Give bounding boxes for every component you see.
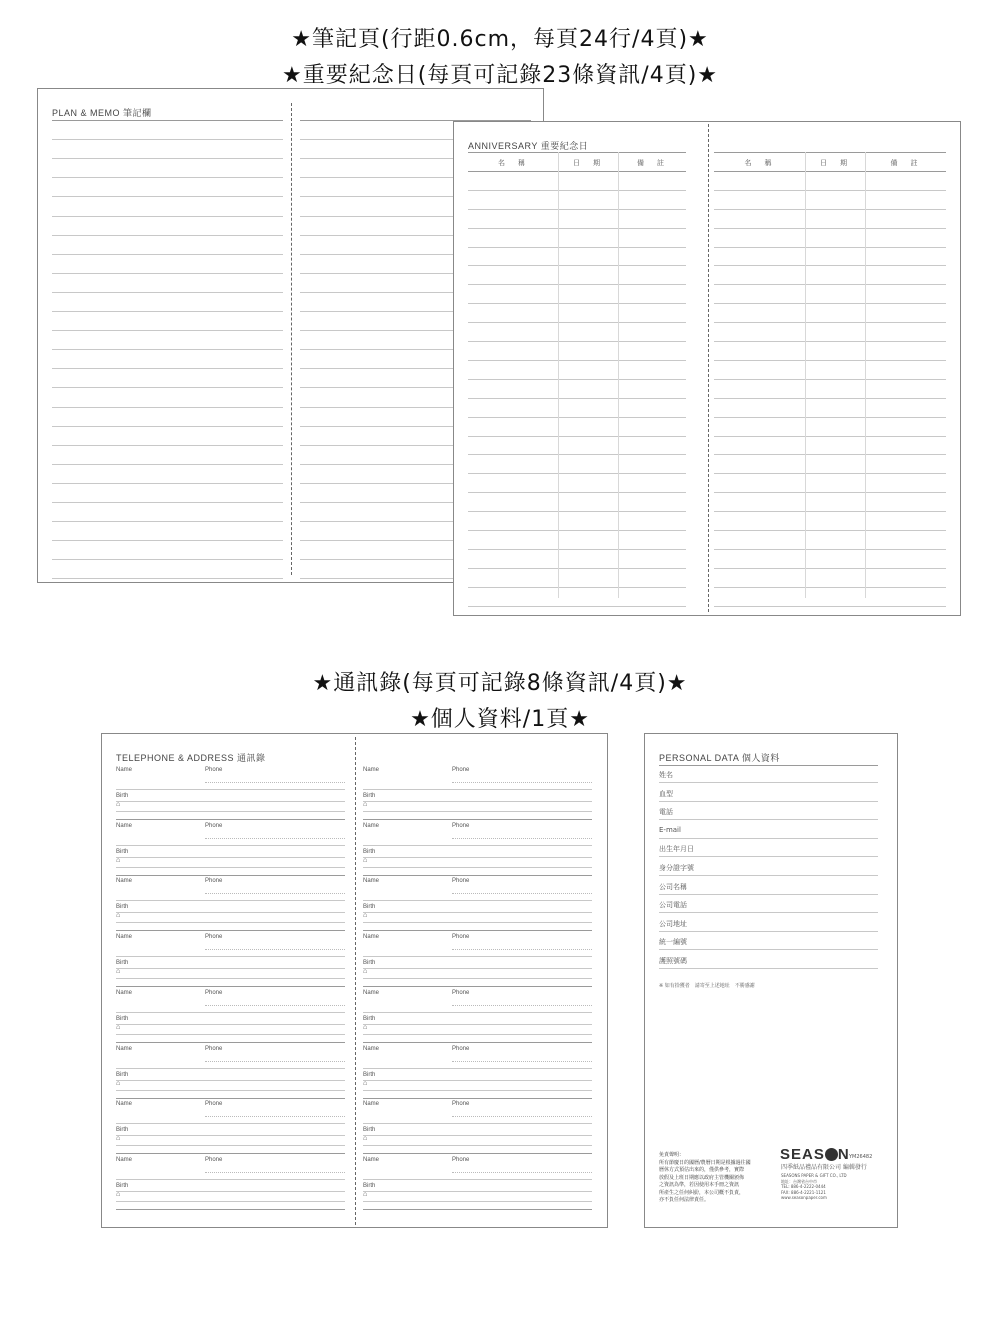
caption-notes-page: ★筆記頁(行距0.6cm，每頁24行/4頁)★: [291, 27, 709, 52]
address-icon: ⌂: [363, 801, 368, 808]
phone-label: Phone: [205, 989, 223, 996]
disclaimer-line: 所有節慶日的國曆/農曆日期是根據過往國: [659, 1159, 751, 1166]
birth-label: Birth: [363, 1182, 376, 1189]
phone-label: Phone: [452, 1156, 470, 1163]
address-icon: ⌂: [363, 968, 368, 976]
field-label: 公司電話: [659, 901, 687, 910]
table-row-line: [714, 530, 946, 531]
memo-ruled-line: [52, 387, 283, 388]
entry-line: [363, 1191, 592, 1192]
table-row-line: [714, 171, 946, 172]
entry-line: [363, 1135, 592, 1136]
table-row-line: [714, 360, 946, 361]
name-label: Name: [116, 989, 133, 996]
memo-ruled-line: [52, 311, 283, 312]
memo-ruled-line: [52, 559, 283, 560]
table-row-line: [714, 209, 946, 210]
field-line: [659, 949, 878, 950]
table-row-line: [468, 209, 686, 210]
company-name: 四季紙品禮品有限公司 編輯發行: [781, 1164, 867, 1171]
field-label: 姓名: [659, 771, 673, 779]
entry-line: [363, 1201, 592, 1202]
entry-line: [116, 968, 345, 969]
memo-ruled-line: [52, 349, 283, 350]
birth-label: Birth: [363, 904, 376, 911]
phone-dotted-line: [452, 949, 592, 950]
column-divider: [618, 152, 619, 598]
entry-line: [363, 1090, 592, 1091]
birth-label: Birth: [363, 1071, 376, 1078]
memo-ruled-line: [52, 254, 283, 255]
entry-separator: [116, 1098, 345, 1099]
entry-separator: [363, 1042, 592, 1043]
table-row-line: [468, 511, 686, 512]
table-row-line: [468, 247, 686, 248]
company-info-line: www.seasonpaper.com: [781, 1195, 827, 1201]
column-header: 日 期: [573, 159, 603, 167]
birth-label: Birth: [116, 1127, 129, 1134]
address-icon: ⌂: [363, 1079, 368, 1087]
phone-dotted-line: [452, 1061, 592, 1062]
memo-ruled-line: [52, 330, 283, 331]
entry-line: [363, 789, 592, 790]
page-center-divider: [291, 103, 292, 575]
field-line: [659, 875, 878, 876]
field-label: 電話: [659, 808, 673, 817]
phone-dotted-line: [205, 949, 345, 950]
memo-ruled-line: [52, 502, 283, 503]
memo-ruled-line: [52, 445, 283, 446]
address-icon: ⌂: [363, 1190, 368, 1198]
name-label: Name: [363, 822, 380, 829]
entry-line: [363, 900, 592, 901]
birth-label: Birth: [363, 1015, 376, 1022]
table-row-line: [714, 587, 946, 588]
table-row-line: [468, 303, 686, 304]
table-row-line: [714, 265, 946, 266]
entry-line: [116, 1123, 345, 1124]
birth-label: Birth: [116, 960, 129, 967]
entry-line: [363, 1179, 592, 1180]
memo-ruled-line: [52, 158, 283, 159]
memo-ruled-line: [52, 578, 283, 579]
entry-separator: [116, 1042, 345, 1043]
table-row-line: [468, 190, 686, 191]
entry-line: [363, 801, 592, 802]
product-code: YM26482: [849, 1154, 873, 1160]
anniversary-page: [453, 121, 961, 616]
birth-label: Birth: [116, 793, 129, 799]
company-info-line: TEL: 886-4-2222-0444: [781, 1184, 826, 1190]
entry-separator: [363, 1098, 592, 1099]
name-label: Name: [116, 1101, 133, 1108]
name-label: Name: [363, 878, 380, 885]
table-row-line: [714, 473, 946, 474]
field-label: E-mail: [659, 825, 681, 834]
return-note: ※ 如有拾獲者 請寄至上述地址 不勝感謝: [659, 983, 755, 989]
name-label: Name: [116, 934, 133, 941]
phone-label: Phone: [205, 1101, 223, 1108]
table-row-line: [714, 341, 946, 342]
entry-line: [363, 968, 592, 969]
table-row-line: [714, 228, 946, 229]
memo-ruled-line: [52, 235, 283, 236]
phone-dotted-line: [205, 893, 345, 894]
name-label: Name: [116, 1045, 133, 1052]
phone-label: Phone: [205, 1045, 223, 1052]
disclaimer-line: 曆休方式預估出來的，僅供參考，實際: [659, 1167, 745, 1173]
entry-separator: [363, 986, 592, 987]
field-label: 統一編號: [659, 938, 687, 947]
phone-label: Phone: [205, 1156, 223, 1163]
name-label: Name: [363, 767, 380, 773]
phone-label: Phone: [452, 1045, 470, 1052]
table-row-line: [468, 171, 686, 172]
table-row-line: [468, 549, 686, 550]
name-label: Name: [363, 1101, 380, 1108]
phone-dotted-line: [452, 893, 592, 894]
title-underline: [659, 765, 878, 766]
entry-line: [116, 1034, 345, 1035]
address-icon: ⌂: [363, 856, 368, 864]
entry-line: [363, 845, 592, 846]
field-label: 公司地址: [659, 919, 687, 928]
table-row-line: [468, 360, 686, 361]
entry-line: [116, 1201, 345, 1202]
entry-line: [363, 867, 592, 868]
entry-separator: [363, 930, 592, 931]
entry-separator: [363, 1153, 592, 1154]
entry-line: [363, 922, 592, 923]
table-row-line: [468, 436, 686, 437]
table-row-line: [468, 530, 686, 531]
entry-separator: [363, 819, 592, 820]
phone-dotted-line: [452, 1172, 592, 1173]
entry-line: [116, 1135, 345, 1136]
telephone-page-title: TELEPHONE & ADDRESS 通訊錄: [116, 753, 266, 763]
entry-line: [363, 1068, 592, 1069]
entry-line: [116, 857, 345, 858]
name-label: Name: [116, 822, 133, 829]
memo-ruled-line: [52, 196, 283, 197]
table-row-line: [468, 473, 686, 474]
entry-line: [116, 922, 345, 923]
field-label: 身分證字號: [659, 864, 694, 872]
field-label: 護照號碼: [659, 957, 687, 965]
entry-line: [116, 811, 345, 812]
field-line: [659, 801, 878, 802]
entry-line: [116, 1145, 345, 1146]
disclaimer-line: 所產生之任何糾紛，本公司概不負責，: [659, 1189, 745, 1196]
memo-ruled-line: [52, 483, 283, 484]
name-label: Name: [363, 1156, 380, 1163]
phone-label: Phone: [452, 822, 470, 829]
column-divider: [805, 152, 806, 598]
column-header: 日 期: [820, 159, 850, 167]
table-row-line: [714, 190, 946, 191]
phone-label: Phone: [205, 934, 223, 941]
field-line: [659, 931, 878, 932]
table-row-line: [714, 284, 946, 285]
address-icon: ⌂: [116, 1023, 121, 1031]
phone-dotted-line: [205, 1061, 345, 1062]
entry-line: [116, 956, 345, 957]
page-center-divider: [708, 124, 709, 612]
table-row-line: [468, 322, 686, 323]
entry-separator: [116, 1153, 345, 1154]
caption-telephone-page: ★通訊錄(每頁可記錄8條資訊/4頁)★: [312, 671, 688, 696]
address-icon: ⌂: [116, 912, 121, 920]
entry-separator: [116, 819, 345, 820]
phone-label: Phone: [205, 767, 223, 773]
disclaimer-line: 免責聲明：: [659, 1152, 685, 1158]
phone-dotted-line: [205, 1172, 345, 1173]
field-label: 出生年月日: [659, 845, 694, 854]
field-line: [659, 838, 878, 839]
birth-label: Birth: [363, 793, 376, 799]
table-row-line: [468, 417, 686, 418]
memo-ruled-line: [52, 521, 283, 522]
phone-dotted-line: [452, 782, 592, 783]
memo-ruled-line: [52, 464, 283, 465]
table-row-line: [468, 341, 686, 342]
entry-line: [116, 1080, 345, 1081]
phone-dotted-line: [452, 1005, 592, 1006]
address-icon: ⌂: [116, 801, 121, 808]
address-icon: ⌂: [116, 968, 121, 976]
entry-line: [363, 1145, 592, 1146]
table-row-line: [714, 379, 946, 380]
column-header: 名 稱: [498, 159, 528, 167]
phone-dotted-line: [205, 1116, 345, 1117]
personal-data-page: [644, 733, 898, 1228]
table-row-line: [714, 492, 946, 493]
entry-line: [116, 801, 345, 802]
page-center-divider: [355, 737, 356, 1225]
entry-line: [116, 1012, 345, 1013]
phone-dotted-line: [205, 838, 345, 839]
entry-line: [363, 1080, 592, 1081]
table-row-line: [468, 492, 686, 493]
company-info-line: FAX: 886-4-2221-1121: [781, 1189, 826, 1195]
field-line: [659, 968, 878, 969]
memo-ruled-line: [52, 273, 283, 274]
memo-ruled-line: [52, 540, 283, 541]
phone-label: Phone: [452, 878, 470, 885]
entry-line: [363, 1034, 592, 1035]
entry-line: [116, 900, 345, 901]
company-info-line: 地址：台灣省台中市: [781, 1178, 817, 1184]
field-line: [659, 912, 878, 913]
phone-dotted-line: [205, 1005, 345, 1006]
memo-ruled-line: [52, 177, 283, 178]
column-header: 名 稱: [744, 159, 775, 167]
memo-ruled-line: [52, 368, 283, 369]
table-row-line: [714, 247, 946, 248]
entry-line: [116, 845, 345, 846]
disclaimer-line: 放假及上班日期應以政府主管機關頒佈: [659, 1174, 745, 1181]
phone-label: Phone: [452, 934, 470, 941]
birth-label: Birth: [116, 904, 129, 911]
disclaimer-line: 亦不負任何法律責任。: [659, 1197, 710, 1203]
name-label: Name: [116, 1156, 133, 1163]
column-header: 備 註: [890, 159, 921, 167]
table-row-line: [468, 568, 686, 569]
entry-line: [116, 1024, 345, 1025]
memo-ruled-line: [52, 216, 283, 217]
caption-personal-page: ★個人資料/1頁★: [410, 707, 590, 732]
table-row-line: [714, 322, 946, 323]
phone-dotted-line: [452, 838, 592, 839]
field-line: [659, 782, 878, 783]
table-row-line: [714, 549, 946, 550]
memo-ruled-line: [52, 426, 283, 427]
entry-line: [116, 1090, 345, 1091]
table-row-line: [714, 454, 946, 455]
table-row-line: [714, 606, 946, 607]
field-line: [659, 856, 878, 857]
entry-line: [363, 1123, 592, 1124]
entry-separator: [116, 1209, 345, 1210]
memo-ruled-line: [52, 120, 283, 121]
entry-line: [363, 1024, 592, 1025]
entry-line: [116, 1068, 345, 1069]
memo-ruled-line: [52, 139, 283, 140]
entry-line: [363, 956, 592, 957]
name-label: Name: [116, 878, 133, 885]
entry-line: [116, 978, 345, 979]
field-line: [659, 894, 878, 895]
memo-page-title: PLAN & MEMO 筆記欄: [52, 108, 152, 118]
memo-ruled-line: [52, 407, 283, 408]
name-label: Name: [116, 767, 133, 773]
column-divider: [865, 152, 866, 598]
entry-line: [116, 912, 345, 913]
phone-label: Phone: [452, 1101, 470, 1108]
caption-anniversary-page: ★重要紀念日(每頁可記錄23條資訊/4頁)★: [281, 63, 719, 88]
table-row-line: [468, 265, 686, 266]
table-row-line: [468, 398, 686, 399]
phone-dotted-line: [205, 782, 345, 783]
table-row-line: [714, 417, 946, 418]
field-label: 血型: [659, 789, 673, 798]
address-icon: ⌂: [363, 1023, 368, 1031]
entry-line: [363, 811, 592, 812]
entry-line: [116, 1179, 345, 1180]
address-icon: ⌂: [116, 1135, 121, 1143]
birth-label: Birth: [116, 1071, 129, 1078]
anniversary-page-title: ANNIVERSARY 重要紀念日: [468, 141, 589, 151]
birth-label: Birth: [363, 1127, 376, 1134]
personal-page-title: PERSONAL DATA 個人資料: [659, 753, 780, 763]
address-icon: ⌂: [116, 1190, 121, 1198]
entry-separator: [116, 875, 345, 876]
table-row-line: [468, 587, 686, 588]
table-row-line: [714, 152, 946, 153]
field-label: 公司名稱: [659, 882, 687, 891]
name-label: Name: [363, 989, 380, 996]
table-row-line: [714, 303, 946, 304]
entry-line: [116, 867, 345, 868]
logo-circle-icon: [825, 1148, 838, 1161]
telephone-address-page: [101, 733, 608, 1228]
address-icon: ⌂: [116, 1079, 121, 1087]
memo-ruled-line: [52, 292, 283, 293]
address-icon: ⌂: [116, 856, 121, 864]
entry-separator: [363, 875, 592, 876]
table-row-line: [714, 436, 946, 437]
address-icon: ⌂: [363, 912, 368, 920]
entry-line: [363, 912, 592, 913]
field-line: [659, 819, 878, 820]
entry-line: [116, 789, 345, 790]
brand-logo: SEAS N: [780, 1146, 850, 1163]
birth-label: Birth: [116, 848, 129, 855]
column-header: 備 註: [637, 159, 667, 167]
entry-separator: [116, 930, 345, 931]
phone-label: Phone: [205, 878, 223, 885]
phone-dotted-line: [452, 1116, 592, 1117]
table-row-line: [468, 284, 686, 285]
table-row-line: [468, 152, 686, 153]
entry-line: [363, 1012, 592, 1013]
entry-line: [116, 1191, 345, 1192]
entry-line: [363, 857, 592, 858]
entry-separator: [363, 1209, 592, 1210]
phone-label: Phone: [452, 767, 470, 773]
table-row-line: [714, 398, 946, 399]
phone-label: Phone: [452, 989, 470, 996]
birth-label: Birth: [116, 1015, 129, 1022]
table-row-line: [714, 511, 946, 512]
table-row-line: [468, 606, 686, 607]
table-row-line: [468, 379, 686, 380]
table-row-line: [468, 228, 686, 229]
name-label: Name: [363, 934, 380, 941]
entry-separator: [116, 986, 345, 987]
name-label: Name: [363, 1045, 380, 1052]
address-icon: ⌂: [363, 1135, 368, 1143]
birth-label: Birth: [363, 960, 376, 967]
company-info-line: SEASONS PAPER & GIFT CO., LTD: [781, 1173, 847, 1178]
phone-label: Phone: [205, 822, 223, 829]
table-row-line: [714, 568, 946, 569]
entry-line: [363, 978, 592, 979]
disclaimer-line: 之資訊為準，若因使用本手冊之資訊: [659, 1182, 740, 1188]
column-divider: [558, 152, 559, 598]
table-row-line: [468, 454, 686, 455]
birth-label: Birth: [116, 1182, 129, 1189]
birth-label: Birth: [363, 848, 376, 855]
